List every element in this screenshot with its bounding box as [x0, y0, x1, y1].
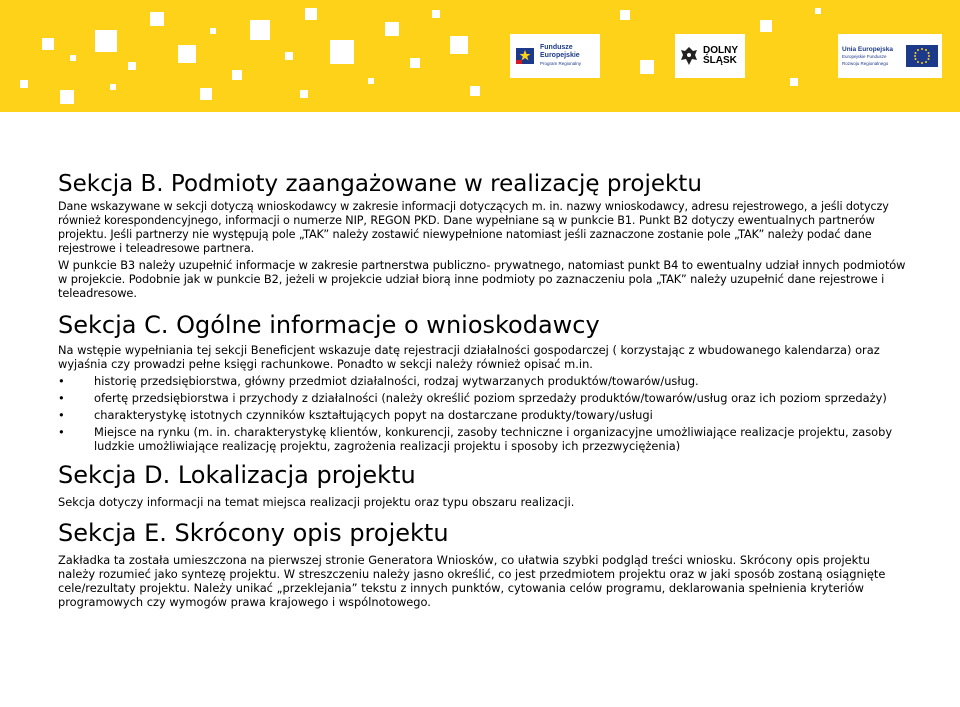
fe-line-3: Program Regionalny	[540, 61, 582, 66]
fe-line-1: Fundusze	[540, 44, 573, 51]
ue-line-1: Unia Europejska	[842, 45, 893, 53]
ds-line-2: ŚLĄSK	[703, 55, 737, 66]
document-content	[58, 168, 908, 609]
list-item	[58, 391, 908, 405]
list-item-text: charakterystykę istotnych czynników kształtujących popyt na dostarczane produkty/towary/usługi	[94, 408, 653, 422]
eu-flag-icon	[906, 45, 938, 67]
section-b	[58, 168, 908, 300]
ue-line-3: Rozwoju Regionalnego	[842, 60, 889, 66]
section-e-title: Sekcja E. Skrócony opis projektu	[58, 519, 449, 547]
fe-star-flag-icon	[514, 45, 536, 67]
bullet-icon: •	[58, 425, 65, 439]
fundusze-europejskie-logo	[510, 34, 600, 78]
list-item-text: historię przedsiębiorstwa, główny przedmiot działalności, rodzaj wytwarzanych produktów/towarów/usług.	[94, 374, 699, 388]
section-c	[58, 309, 908, 453]
section-c-intro: Na wstępie wypełniania tej sekcji Beneficjent wskazuje datę rejestracji działalności gospodarczej ( korzystając z wbudowanego kalendarza) oraz wyjaśnia czy prowadzi pełne księgi rachunkowe. Ponadto w sekcji należy również opisać m.in.	[58, 343, 880, 371]
header-band	[0, 0, 960, 112]
fe-line-2: Europejskie	[540, 52, 580, 59]
list-item	[58, 408, 908, 422]
section-c-title: Sekcja C. Ogólne informacje o wnioskodawcy	[58, 311, 600, 339]
section-b-paragraph-2: W punkcie B3 należy uzupełnić informacje w zakresie partnerstwa publiczno- prywatnego, natomiast punkt B4 to ewentualny udział innych podmiotów w projekcie. Podobnie jak w punkcie B2, jeżeli w projekcie udział biorą inne podmioty po zaznaczeniu pola „TAK” należy uzupełnić dane rejestrowe i teleadresowe.	[58, 258, 906, 300]
ds-line-1: DOLNY	[703, 45, 738, 56]
section-d-paragraph: Sekcja dotyczy informacji na temat miejsca realizacji projektu oraz typu obszaru realizacji.	[58, 495, 575, 509]
section-b-title: Sekcja B. Podmioty zaangażowane w realizację projektu	[58, 171, 702, 197]
bullet-icon: •	[58, 374, 65, 388]
section-c-list	[58, 374, 908, 453]
list-item-text: ofertę przedsiębiorstwa i przychody z działalności (należy określić poziom sprzedaży produktów/towarów/usług oraz ich poziom sprzedaży)	[94, 391, 887, 405]
section-d-title: Sekcja D. Lokalizacja projektu	[58, 461, 416, 489]
list-item	[58, 425, 908, 453]
list-item	[58, 374, 908, 388]
list-item-text: Miejsce na rynku (m. in. charakterystykę klientów, konkurencji, zasoby techniczne i organizacyjne umożliwiające realizacje projektu, zasoby ludzkie umożliwiające realizację projektu, zagrożenia realizacji projektu i sposoby ich przezwyciężenia)	[94, 425, 893, 453]
eagle-emblem-icon	[679, 45, 699, 67]
dolny-slask-logo	[675, 34, 745, 78]
bullet-icon: •	[58, 391, 65, 405]
section-e	[58, 517, 908, 609]
ue-line-2: Europejskie Fundusze	[842, 53, 887, 59]
section-d	[58, 459, 908, 509]
bullet-icon: •	[58, 408, 65, 422]
section-e-paragraph: Zakładka ta została umieszczona na pierwszej stronie Generatora Wniosków, co ułatwia szybki podgląd treści wniosku. Skrócony opis projektu należy rozumieć jako syntezę projektu. W streszczeniu należy jasno określić, co jest przedmiotem projektu oraz w jaki sposób zostaną osiągnięte cele/rezultaty projektu. Należy unikać „przeklejania” tekstu z innych punktów, cytowania celów programu, deklarowania spełnienia kryteriów programowych czy wymogów prawa krajowego i wspólnotowego.	[58, 553, 886, 609]
section-b-paragraph-1: Dane wskazywane w sekcji dotyczą wnioskodawcy w zakresie informacji dotyczących m. in. nazwy wnioskodawcy, adresu rejestrowego, a jeśli dotyczy również korespondencyjnego, informacji o numerze NIP, REGON PKD. Dane wypełniane są w punkcie B1. Punkt B2 dotyczy ewentualnych partnerów projektu. Jeśli partnerzy nie występują pole „TAK” należy zostawić niewypełnione natomiast jeśli zaznaczone zostanie pole „TAK” należy podać dane rejestrowe i teleadresowe partnera.	[58, 200, 889, 255]
unia-europejska-logo	[838, 34, 942, 78]
decorative-pattern-icon	[0, 0, 960, 112]
